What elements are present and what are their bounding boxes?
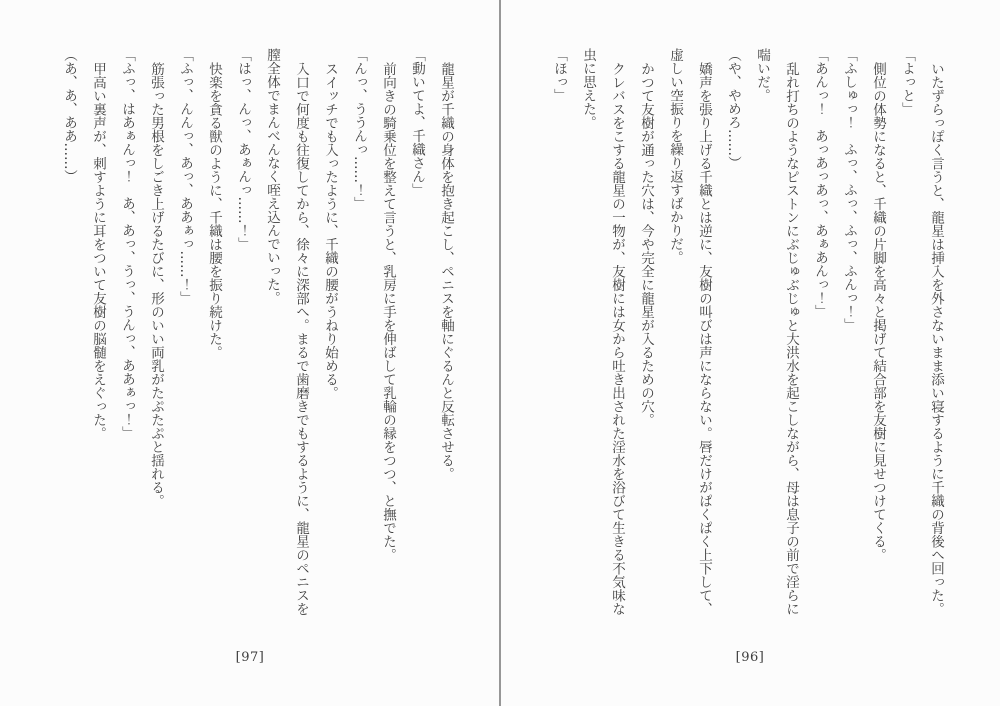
paragraph-narrative: 嬌声を張り上げる千織とは逆に、友樹の叫びは声にならない。唇だけがぱくぱく上下して、虚しい空振りを繰り返すばかりだ。	[667, 48, 712, 615]
paragraph-narrative: 乱れ打ちのようなピストンにぶじゅぶじゅと大洪水を起こしながら、母は息子の前で淫らに喘いだ。	[754, 48, 799, 615]
page-divider	[499, 0, 501, 706]
paragraph-dialogue: 「ふっ、はあぁんっ！ あ、あっ、うっ、うんっ、ああぁっ！」	[119, 48, 135, 440]
page-number-right: [96]	[735, 650, 765, 665]
paragraph-narrative: 龍星が千織の身体を抱き起こし、ペニスを軸にぐるんと反転させる。	[438, 61, 454, 480]
paragraph-dialogue: 「んっ、ううんっ……！」	[351, 48, 367, 210]
paragraph-narrative: かつて友樹が通った穴は、今や完全に龍星が入るための穴。	[638, 61, 654, 426]
page-right-text	[544, 48, 950, 620]
paragraph-dialogue: 「動いてよ、千織さん」	[409, 48, 425, 197]
page-left-text	[54, 48, 460, 620]
paragraph-dialogue: 「ふしゅっ！ ふっ、ふっ、ふっ、ふんっ！」	[841, 48, 857, 332]
paragraph-narrative: 側位の体勢になると、千織の片脚を高々と掲げて結合部を友樹に見せつけてくる。	[870, 61, 886, 561]
paragraph-narrative: クレバスをこする龍星の一物が、友樹には女から吐き出された淫水を浴びて生きる不気味な虫に思えた。	[580, 48, 625, 615]
paragraph-narrative: いたずらっぽく言うと、龍星は挿入を外さないまま添い寝するように千織の背後へ回った。	[928, 61, 944, 615]
paragraph-dialogue: 「あんっ！ あっあっあっ、あぁあんっ！」	[812, 48, 828, 318]
paragraph-narrative: 入口で何度も往復してから、徐々に深部へ。まるで歯磨きでもするように、龍星のペニスを膣全体でまんべんなく咥え込んでいった。	[264, 48, 309, 615]
paragraph-narrative: 前向きの騎乗位を整えて言うと、乳房に手を伸ばして乳輪の縁をつつ、と撫でた。	[380, 61, 396, 561]
paragraph-dialogue: 「ふっ、んんっ、あっ、ああぁっ……！」	[177, 48, 193, 305]
page-number-left: [97]	[235, 650, 265, 665]
paragraph-dialogue: 「よっと」	[899, 48, 915, 116]
paragraph-dialogue: （あ、あ、ああ……）	[61, 48, 77, 183]
paragraph-narrative: 甲高い裏声が、刺すように耳をついて友樹の脳髄をえぐった。	[90, 61, 106, 440]
paragraph-narrative: 快楽を貪る獣のように、千織は腰を振り続けた。	[206, 61, 222, 359]
paragraph-dialogue: 「はっ、んっ、あぁんっ……！」	[235, 48, 251, 251]
page-right	[500, 0, 1000, 706]
paragraph-dialogue: 「ほっ」	[551, 48, 567, 102]
paragraph-dialogue: （や、やめろ……）	[725, 48, 741, 170]
paragraph-narrative: 筋張った男根をしごき上げるたびに、形のいい両乳がたぷたぷと揺れる。	[148, 61, 164, 507]
paragraph-narrative: スイッチでも入ったように、千織の腰がうねり始める。	[322, 61, 338, 399]
